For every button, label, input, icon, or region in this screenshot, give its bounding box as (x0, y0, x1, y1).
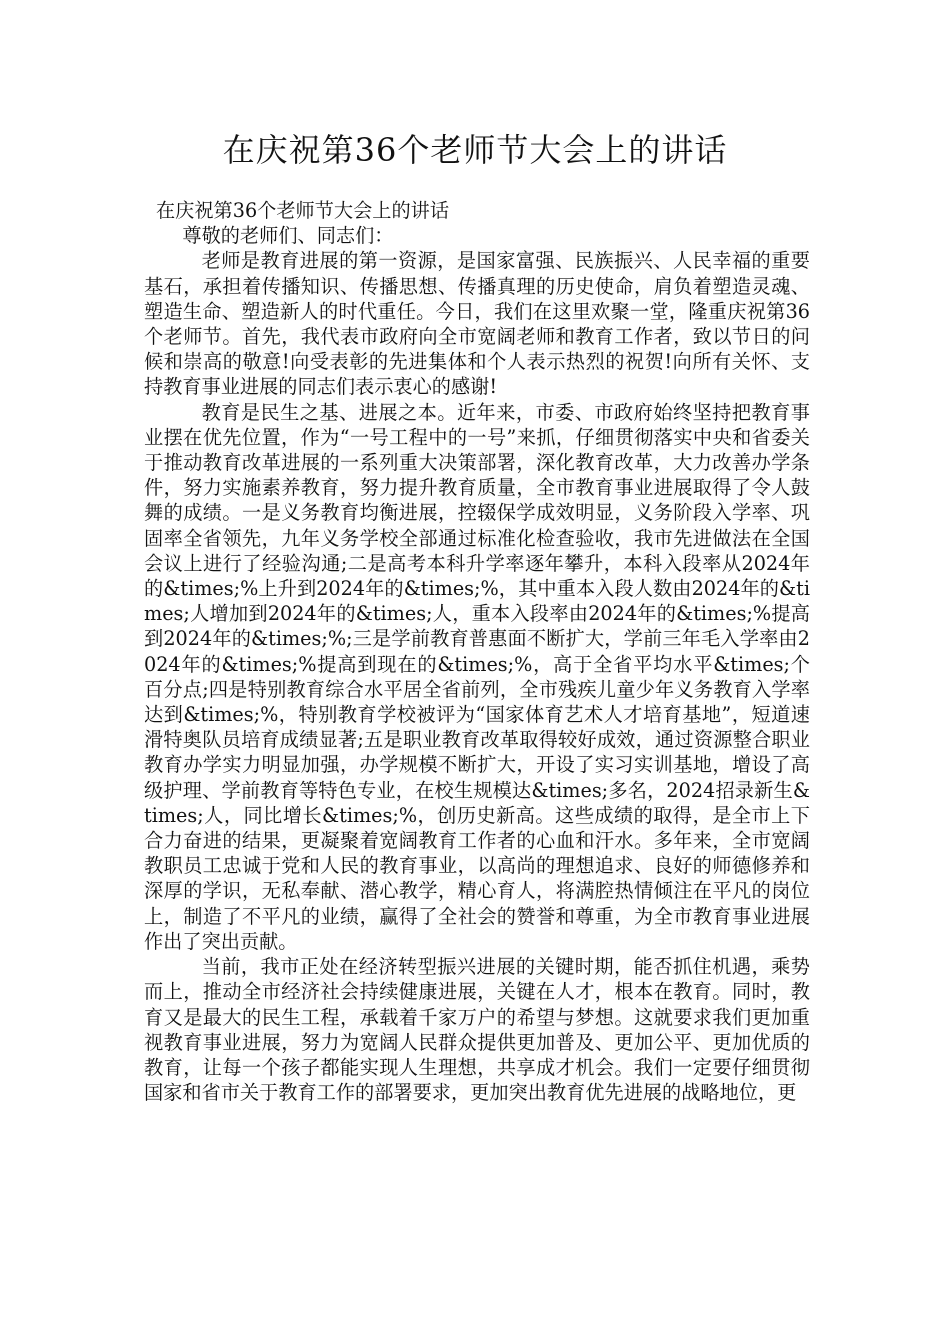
paragraph: 老师是教育进展的第一资源，是国家富强、民族振兴、人民幸福的重要基石，承担着传播知识、传播思想、传播真理的历史使命，肩负着塑造灵魂、塑造生命、塑造新人的时代重任。今日，我们在这里欢聚一堂，隆重庆祝第36个老师节。首先，我代表市政府向全市宽阔老师和教育工作者，致以节日的问候和崇高的敬意!向受表彰的先进集体和个人表示热烈的祝贺!向所有关怀、支持教育事业进展的同志们表示衷心的感谢! (144, 249, 810, 399)
paragraph: 当前，我市正处在经济转型振兴进展的关键时期，能否抓住机遇，乘势而上，推动全市经济社会持续健康进展，关键在人才，根本在教育。同时，教育又是最大的民生工程，承载着千家万户的希望与梦想。这就要求我们更加重视教育事业进展，努力为宽阔人民群众提供更加普及、更加公平、更加优质的教育，让每一个孩子都能实现人生理想，共享成才机会。我们一定要仔细贯彻国家和省市关于教育工作的部署要求，更加突出教育优先进展的战略地位，更 (144, 955, 810, 1105)
document-body (144, 198, 810, 1105)
document-title: 在庆祝第36个老师节大会上的讲话 (222, 131, 728, 169)
document-subtitle: 在庆祝第36个老师节大会上的讲话 (156, 199, 450, 222)
paragraph: 教育是民生之基、进展之本。近年来，市委、市政府始终坚持把教育事业摆在优先位置，作为“一号工程中的一号”来抓，仔细贯彻落实中央和省委关于推动教育改革进展的一系列重大决策部署，深化教育改革，大力改善办学条件，努力实施素养教育，努力提升教育质量，全市教育事业进展取得了令人鼓舞的成绩。一是义务教育均衡进展，控辍保学成效明显，义务阶段入学率、巩固率全省领先，九年义务学校全部通过标准化检查验收，我市先进做法在全国会议上进行了经验沟通;二是高考本科升学率逐年攀升，本科入段率从2024年的&times;%上升到2024年的&times;%，其中重本入段人数由2024年的&times;人增加到2024年的&times;人，重本入段率由2024年的&times;%提高到2024年的&times;%;三是学前教育普惠面不断扩大，学前三年毛入学率由2024年的&times;%提高到现在的&times;%，高于全省平均水平&times;个百分点;四是特别教育综合水平居全省前列，全市残疾儿童少年义务教育入学率达到&times;%，特别教育学校被评为“国家体育艺术人才培育基地”，短道速滑特奥队员培育成绩显著;五是职业教育改革取得较好成效，通过资源整合职业教育办学实力明显加强，办学规模不断扩大，开设了实习实训基地，增设了高级护理、学前教育等特色专业，在校生规模达&times;多名，2024招录新生&times;人，同比增长&times;%，创历史新高。这些成绩的取得，是全市上下合力奋进的结果，更凝聚着宽阔教育工作者的心血和汗水。多年来，全市宽阔教职员工忠诚于党和人民的教育事业，以高尚的理想追求、良好的师德修养和深厚的学识，无私奉献、潜心教学，精心育人，将满腔热情倾注在平凡的岗位上，制造了不平凡的业绩，赢得了全社会的赞誉和尊重，为全市教育事业进展作出了突出贡献。 (144, 400, 810, 953)
salutation: 尊敬的老师们、同志们： (182, 224, 394, 248)
